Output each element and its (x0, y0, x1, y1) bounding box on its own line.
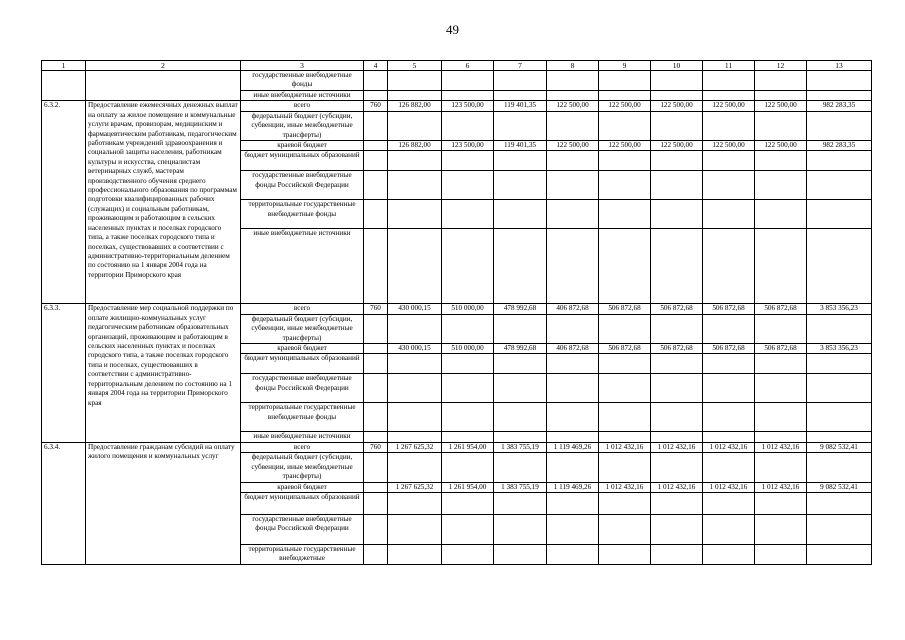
empty-cell (442, 492, 494, 514)
source-cell: иные внебюджетные источники (241, 432, 364, 442)
empty-cell (364, 91, 388, 101)
empty-cell (755, 492, 807, 514)
empty-cell (388, 171, 442, 200)
code-cell: 760 (364, 304, 388, 314)
empty-cell (599, 200, 651, 229)
empty-cell (494, 200, 547, 229)
empty-cell (599, 432, 651, 442)
header-row (42, 61, 872, 71)
value-cell: 1 012 432,16 (703, 482, 755, 492)
empty-cell (364, 229, 388, 304)
empty-cell (755, 151, 807, 171)
empty-cell (364, 111, 388, 140)
empty-cell (651, 200, 703, 229)
source-cell: краевой бюджет (241, 141, 364, 151)
empty-cell (651, 432, 703, 442)
empty-cell (651, 403, 703, 432)
empty-cell (599, 314, 651, 343)
source-cell: краевой бюджет (241, 344, 364, 354)
empty-cell (755, 453, 807, 482)
table-row (42, 71, 872, 91)
value-cell: 506 872,68 (755, 344, 807, 354)
value-cell: 119 401,35 (494, 141, 547, 151)
empty-cell (651, 314, 703, 343)
empty-cell (547, 111, 599, 140)
source-cell: всего (241, 101, 364, 111)
empty-cell (388, 200, 442, 229)
empty-cell (388, 492, 442, 514)
empty-cell (388, 403, 442, 432)
empty-cell (807, 403, 872, 432)
empty-cell (494, 111, 547, 140)
empty-cell (547, 453, 599, 482)
empty-cell (755, 91, 807, 101)
empty-cell (547, 514, 599, 544)
empty-cell (494, 514, 547, 544)
empty-cell (388, 314, 442, 343)
value-cell: 506 872,68 (599, 344, 651, 354)
value-cell: 506 872,68 (755, 304, 807, 314)
value-cell: 1 261 954,00 (442, 442, 494, 452)
empty-cell (599, 151, 651, 171)
empty-cell (547, 200, 599, 229)
value-cell: 506 872,68 (703, 344, 755, 354)
empty-cell (599, 492, 651, 514)
empty-cell (703, 314, 755, 343)
empty-cell (651, 229, 703, 304)
empty-cell (388, 432, 442, 442)
header-cell: 1 (42, 61, 86, 71)
source-cell: территориальные государственные внебюджетные (241, 544, 364, 564)
empty-cell (651, 544, 703, 564)
empty-cell (599, 91, 651, 101)
empty-cell (651, 514, 703, 544)
value-cell: 1 383 755,19 (494, 442, 547, 452)
empty-cell (703, 403, 755, 432)
empty-cell (703, 111, 755, 140)
value-cell: 478 992,68 (494, 344, 547, 354)
empty-cell (494, 91, 547, 101)
value-cell: 3 853 356,23 (807, 304, 872, 314)
empty-cell (547, 91, 599, 101)
empty-cell (442, 229, 494, 304)
empty-cell (442, 514, 494, 544)
empty-cell (494, 453, 547, 482)
empty-cell (703, 171, 755, 200)
empty-cell (651, 453, 703, 482)
header-cell: 4 (364, 61, 388, 71)
empty-cell (703, 374, 755, 403)
value-cell: 122 500,00 (547, 141, 599, 151)
empty-cell (755, 514, 807, 544)
empty-cell (547, 229, 599, 304)
empty-cell (807, 544, 872, 564)
value-cell: 1 267 625,32 (388, 442, 442, 452)
value-cell: 506 872,68 (599, 304, 651, 314)
empty-cell (364, 151, 388, 171)
value-cell: 1 383 755,19 (494, 482, 547, 492)
source-cell: федеральный бюджет (субсидии, субвенции, иные межбюджетные трансферты) (241, 111, 364, 140)
empty-cell (547, 374, 599, 403)
source-cell: всего (241, 442, 364, 452)
code-cell: 760 (364, 442, 388, 452)
empty-cell (442, 171, 494, 200)
empty-cell (599, 544, 651, 564)
empty-cell (364, 200, 388, 229)
item-description: Предоставление ежемесячных денежных выплат на оплату за жилое помещение и коммунальные услуги врачам, провизорам, медицинским и фармацевтическим работникам, педагогическим работникам учреждений здравоохранения и социальной защиты населения, работникам культуры и искусства, специалистам ветеринарных служб, мастерам производственного обучения среднего профессионального образования по программам подготовки квалифицированных рабочих (служащих) и социальным работникам, проживающим и работающим в сельских населенных пунктах и поселках городского типа, а также поселках городского типа и поселках, существовавших в соответствии с административно-территориальным делением по состоянию на 1 января 2004 года на территории Приморского края (86, 101, 241, 304)
empty-cell (703, 453, 755, 482)
value-cell: 1 012 432,16 (703, 442, 755, 452)
value-cell: 506 872,68 (651, 304, 703, 314)
empty-cell (364, 314, 388, 343)
source-cell: территориальные государственные внебюджетные фонды (241, 403, 364, 432)
value-cell: 122 500,00 (599, 141, 651, 151)
empty-cell (547, 314, 599, 343)
empty-cell (599, 354, 651, 374)
item-number: 6.3.3. (42, 304, 86, 442)
empty-cell (442, 544, 494, 564)
empty-cell (442, 151, 494, 171)
empty-cell (388, 514, 442, 544)
empty-cell (599, 514, 651, 544)
empty-cell (388, 71, 442, 91)
empty-cell (364, 141, 388, 151)
empty-cell (651, 151, 703, 171)
value-cell: 506 872,68 (651, 344, 703, 354)
value-cell: 506 872,68 (703, 304, 755, 314)
value-cell: 1 012 432,16 (651, 442, 703, 452)
value-cell: 982 283,35 (807, 141, 872, 151)
empty-cell (494, 171, 547, 200)
value-cell: 1 261 954,00 (442, 482, 494, 492)
value-cell: 122 500,00 (755, 101, 807, 111)
empty-cell (494, 492, 547, 514)
table-row (42, 442, 872, 452)
empty-cell (651, 492, 703, 514)
empty-cell (807, 200, 872, 229)
empty-cell (364, 171, 388, 200)
empty-cell (599, 71, 651, 91)
value-cell: 406 872,68 (547, 304, 599, 314)
empty-cell (807, 374, 872, 403)
value-cell: 122 500,00 (547, 101, 599, 111)
value-cell: 123 500,00 (442, 141, 494, 151)
empty-cell (755, 354, 807, 374)
empty-cell (651, 171, 703, 200)
empty-cell (442, 453, 494, 482)
empty-cell (807, 354, 872, 374)
empty-cell (755, 200, 807, 229)
empty-cell (703, 354, 755, 374)
empty-cell (364, 453, 388, 482)
empty-cell (599, 229, 651, 304)
empty-cell (599, 111, 651, 140)
source-cell: бюджет муниципальных образований (241, 492, 364, 514)
empty-cell (494, 432, 547, 442)
empty-cell (442, 314, 494, 343)
empty-cell (442, 403, 494, 432)
value-cell: 1 119 469,26 (547, 482, 599, 492)
empty-cell (364, 71, 388, 91)
value-cell: 430 000,15 (388, 304, 442, 314)
empty-cell (364, 344, 388, 354)
value-cell: 126 882,00 (388, 141, 442, 151)
empty-cell (364, 514, 388, 544)
source-cell: бюджет муниципальных образований (241, 151, 364, 171)
empty-cell (86, 71, 241, 101)
empty-cell (494, 314, 547, 343)
value-cell: 510 000,00 (442, 304, 494, 314)
item-number: 6.3.4. (42, 442, 86, 564)
empty-cell (703, 544, 755, 564)
value-cell: 1 012 432,16 (755, 482, 807, 492)
empty-cell (442, 91, 494, 101)
empty-cell (755, 544, 807, 564)
source-cell: краевой бюджет (241, 482, 364, 492)
source-cell: федеральный бюджет (субсидии, субвенции, иные межбюджетные трансферты) (241, 453, 364, 482)
value-cell: 1 267 625,32 (388, 482, 442, 492)
empty-cell (547, 151, 599, 171)
value-cell: 1 012 432,16 (599, 482, 651, 492)
source-cell: государственные внебюджетные фонды Российской Федерации (241, 374, 364, 403)
source-cell: бюджет муниципальных образований (241, 354, 364, 374)
page-number: 49 (446, 22, 459, 37)
empty-cell (755, 71, 807, 91)
empty-cell (364, 354, 388, 374)
value-cell: 982 283,35 (807, 101, 872, 111)
item-description: Предоставление мер социальной поддержки по оплате жилищно-коммунальных услуг педагогическим работникам образовательных организаций, проживающим и работающим в сельских населенных пунктах и поселках городского типа, а также поселках городского типа и поселках, существовавших в соответствии с административно-территориальным делением по состоянию на 1 января 2004 года на территории Приморского края (86, 304, 241, 442)
value-cell: 430 000,15 (388, 344, 442, 354)
empty-cell (388, 111, 442, 140)
empty-cell (807, 71, 872, 91)
empty-cell (547, 492, 599, 514)
empty-cell (42, 71, 86, 101)
empty-cell (494, 151, 547, 171)
source-cell: территориальные государственные внебюджетные фонды (241, 200, 364, 229)
empty-cell (703, 200, 755, 229)
empty-cell (807, 171, 872, 200)
header-cell: 13 (807, 61, 872, 71)
empty-cell (494, 544, 547, 564)
empty-cell (807, 432, 872, 442)
empty-cell (755, 111, 807, 140)
empty-cell (388, 453, 442, 482)
empty-cell (651, 354, 703, 374)
empty-cell (494, 229, 547, 304)
source-cell: государственные внебюджетные фонды Российской Федерации (241, 171, 364, 200)
header-cell: 9 (599, 61, 651, 71)
empty-cell (364, 544, 388, 564)
source-cell: государственные внебюджетные фонды (241, 71, 364, 91)
empty-cell (755, 171, 807, 200)
empty-cell (755, 314, 807, 343)
empty-cell (388, 354, 442, 374)
empty-cell (388, 151, 442, 171)
value-cell: 123 500,00 (442, 101, 494, 111)
header-cell: 8 (547, 61, 599, 71)
header-cell: 6 (442, 61, 494, 71)
empty-cell (547, 71, 599, 91)
table-row (42, 304, 872, 314)
empty-cell (547, 544, 599, 564)
empty-cell (703, 151, 755, 171)
empty-cell (364, 403, 388, 432)
source-cell: иные внебюджетные источники (241, 91, 364, 101)
empty-cell (651, 71, 703, 91)
empty-cell (599, 453, 651, 482)
empty-cell (547, 403, 599, 432)
header-cell: 11 (703, 61, 755, 71)
empty-cell (755, 403, 807, 432)
item-number: 6.3.2. (42, 101, 86, 304)
empty-cell (807, 514, 872, 544)
source-cell: федеральный бюджет (субсидии, субвенции, иные межбюджетные трансферты) (241, 314, 364, 343)
header-cell: 2 (86, 61, 241, 71)
empty-cell (364, 482, 388, 492)
empty-cell (364, 432, 388, 442)
source-cell: всего (241, 304, 364, 314)
empty-cell (494, 354, 547, 374)
value-cell: 122 500,00 (703, 101, 755, 111)
empty-cell (807, 314, 872, 343)
empty-cell (442, 200, 494, 229)
empty-cell (599, 403, 651, 432)
header-cell: 7 (494, 61, 547, 71)
empty-cell (703, 432, 755, 442)
empty-cell (547, 171, 599, 200)
empty-cell (547, 432, 599, 442)
value-cell: 406 872,68 (547, 344, 599, 354)
empty-cell (703, 492, 755, 514)
empty-cell (364, 492, 388, 514)
empty-cell (807, 151, 872, 171)
empty-cell (599, 374, 651, 403)
empty-cell (388, 374, 442, 403)
empty-cell (494, 71, 547, 91)
value-cell: 122 500,00 (651, 141, 703, 151)
value-cell: 119 401,35 (494, 101, 547, 111)
empty-cell (442, 432, 494, 442)
empty-cell (755, 432, 807, 442)
empty-cell (807, 91, 872, 101)
empty-cell (703, 71, 755, 91)
empty-cell (703, 514, 755, 544)
value-cell: 122 500,00 (755, 141, 807, 151)
value-cell: 9 082 532,41 (807, 442, 872, 452)
empty-cell (494, 403, 547, 432)
empty-cell (651, 91, 703, 101)
value-cell: 122 500,00 (599, 101, 651, 111)
empty-cell (807, 492, 872, 514)
empty-cell (388, 544, 442, 564)
empty-cell (547, 354, 599, 374)
empty-cell (807, 111, 872, 140)
empty-cell (651, 374, 703, 403)
code-cell: 760 (364, 101, 388, 111)
empty-cell (807, 229, 872, 304)
value-cell: 478 992,68 (494, 304, 547, 314)
empty-cell (651, 111, 703, 140)
empty-cell (755, 229, 807, 304)
empty-cell (755, 374, 807, 403)
value-cell: 122 500,00 (651, 101, 703, 111)
empty-cell (599, 171, 651, 200)
source-cell: иные внебюджетные источники (241, 229, 364, 304)
empty-cell (703, 91, 755, 101)
empty-cell (442, 111, 494, 140)
empty-cell (807, 453, 872, 482)
empty-cell (703, 229, 755, 304)
budget-table (41, 60, 872, 565)
table-row (42, 101, 872, 111)
value-cell: 1 012 432,16 (651, 482, 703, 492)
value-cell: 9 082 532,41 (807, 482, 872, 492)
value-cell: 126 882,00 (388, 101, 442, 111)
empty-cell (388, 91, 442, 101)
value-cell: 3 853 356,23 (807, 344, 872, 354)
item-description: Предоставление гражданам субсидий на оплату жилого помещения и коммунальных услуг (86, 442, 241, 564)
empty-cell (442, 354, 494, 374)
source-cell: государственные внебюджетные фонды Российской Федерации (241, 514, 364, 544)
value-cell: 1 012 432,16 (755, 442, 807, 452)
header-cell: 12 (755, 61, 807, 71)
value-cell: 1 012 432,16 (599, 442, 651, 452)
empty-cell (494, 374, 547, 403)
value-cell: 122 500,00 (703, 141, 755, 151)
value-cell: 510 000,00 (442, 344, 494, 354)
header-cell: 3 (241, 61, 364, 71)
header-cell: 10 (651, 61, 703, 71)
empty-cell (364, 374, 388, 403)
empty-cell (388, 229, 442, 304)
empty-cell (442, 374, 494, 403)
header-cell: 5 (388, 61, 442, 71)
empty-cell (442, 71, 494, 91)
value-cell: 1 119 469,26 (547, 442, 599, 452)
